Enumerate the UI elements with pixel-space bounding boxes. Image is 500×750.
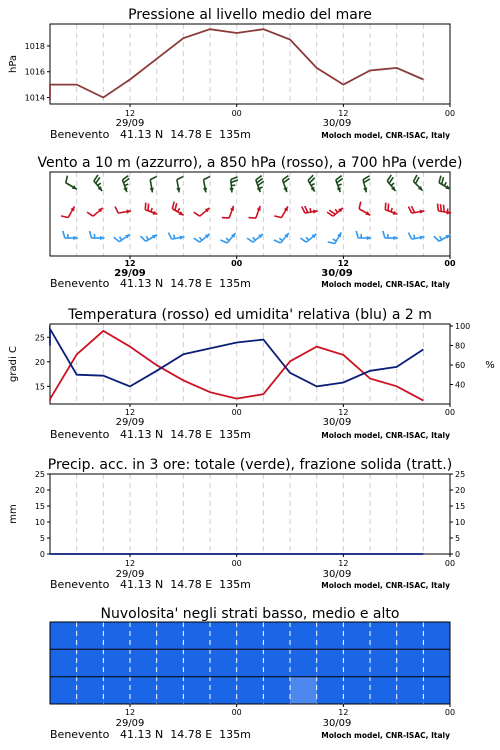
wind-barb — [408, 206, 424, 214]
cloud-cell — [50, 677, 77, 704]
wind-barb — [176, 176, 183, 192]
y-tick-label: 1014 — [24, 93, 45, 103]
wind-barb-full — [61, 216, 68, 218]
precip-title: Precip. acc. in 3 ore: totale (verde), frazione solida (tratt.) — [47, 457, 453, 473]
wind-barb-full — [305, 206, 308, 213]
precip-panel — [8, 457, 465, 591]
precip-ylabel: mm — [8, 504, 19, 524]
pressure-xticks — [125, 104, 455, 118]
x-tick-label: 00 — [444, 259, 456, 268]
wind-barb — [114, 234, 130, 241]
wind-barb-full — [63, 231, 65, 238]
wind-barb-full — [441, 204, 442, 211]
wind-barb-half — [151, 208, 152, 212]
cloud-cell — [370, 622, 397, 649]
temperature-coords: 41.13 N 14.78 E 135m — [120, 428, 251, 441]
cloud-cell — [130, 649, 157, 676]
x-tick-label: 12 — [124, 708, 136, 717]
temperature-panel — [8, 307, 495, 441]
cloud-cell — [263, 677, 290, 704]
wind-barb — [122, 176, 129, 192]
wind-date-2: 30/09 — [321, 268, 353, 279]
x-tick-label: 12 — [338, 109, 349, 118]
cloud-cell — [210, 649, 237, 676]
y-tick-label: 20 — [34, 357, 45, 367]
wind-barb — [168, 233, 184, 240]
wind-barb-half — [226, 238, 229, 241]
y-tick-label: 40 — [455, 380, 466, 390]
pressure-date-2: 30/09 — [322, 118, 352, 129]
wind-coords: 41.13 N 14.78 E 135m — [120, 277, 251, 290]
cloud-xticks — [125, 704, 455, 717]
cloud-cell — [183, 622, 210, 649]
pressure-credit: Moloch model, CNR-ISAC, Italy — [321, 131, 450, 140]
y-tick-label: 1018 — [24, 41, 45, 51]
wind-barb-half — [125, 184, 129, 185]
cloud-cell — [77, 677, 104, 704]
cloud-cell — [343, 622, 370, 649]
precip-frame — [50, 474, 450, 554]
pressure-yticks — [25, 42, 50, 103]
wind-barb-full — [328, 242, 335, 244]
wind-barb-full — [175, 203, 177, 210]
precip-location: Benevento — [50, 578, 110, 591]
precip-yticks — [35, 470, 50, 559]
wind-barb — [222, 206, 234, 218]
pressure-coords: 41.13 N 14.78 E 135m — [120, 128, 251, 141]
wind-barb — [328, 232, 342, 243]
wind-barb-half — [120, 237, 122, 240]
cloud-cell — [130, 622, 157, 649]
wind-barb — [150, 176, 157, 192]
cloud-coords: 41.13 N 14.78 E 135m — [120, 728, 251, 741]
wind-barb — [274, 233, 289, 243]
pressure-ylabel: hPa — [8, 54, 19, 74]
cloud-cell — [423, 622, 450, 649]
x-tick-label: 00 — [231, 109, 242, 118]
y-tick-label: 5 — [455, 534, 461, 543]
wind-barb — [327, 208, 343, 216]
wind-barb-full — [302, 207, 305, 214]
precip-gridlines — [77, 474, 424, 554]
x-tick-label: 12 — [124, 559, 136, 568]
wind-barb-full — [177, 176, 184, 179]
y-tick-label: 25 — [34, 333, 45, 343]
y-tick-label: 15 — [34, 382, 45, 392]
temperature-frame — [50, 324, 450, 404]
wind-location: Benevento — [50, 277, 110, 290]
wind-barb-half — [279, 238, 282, 241]
wind-barb — [308, 175, 315, 191]
wind-barb — [363, 176, 370, 192]
wind-barb-full — [150, 176, 157, 179]
wind-barb-full — [221, 240, 228, 243]
wind-barb-full — [388, 204, 389, 211]
y-tick-label: 0 — [455, 550, 461, 559]
wind-barb-half — [259, 187, 263, 188]
x-tick-label: 00 — [231, 259, 243, 268]
wind-barb — [145, 203, 157, 215]
wind-barb-full — [411, 206, 414, 213]
cloud-cell — [237, 622, 264, 649]
y-tick-label: 100 — [455, 321, 471, 331]
cloud-cell — [290, 649, 317, 676]
wind-barb-full — [434, 236, 439, 241]
y-tick-label: 25 — [34, 470, 45, 479]
cloud-cell — [210, 622, 237, 649]
wind-barb-full — [194, 238, 200, 242]
cloud-panel — [50, 606, 455, 741]
x-tick-label: 12 — [124, 259, 136, 268]
wind-barb — [439, 176, 450, 190]
wind-barb — [359, 202, 370, 216]
cloud-cell — [423, 649, 450, 676]
x-tick-label: 00 — [444, 559, 456, 568]
wind-barb-half — [414, 235, 415, 239]
wind-barb-half — [391, 208, 392, 212]
y-tick-label: 80 — [455, 341, 466, 351]
wind-barb — [249, 206, 261, 218]
wind-barb-full — [359, 202, 361, 209]
wind-barb — [438, 204, 452, 215]
wind-barb-full — [274, 240, 281, 243]
cloud-cell — [423, 677, 450, 704]
wind-gridlines — [77, 172, 424, 256]
wind-barb — [221, 233, 236, 243]
wind-barb — [282, 176, 289, 192]
x-tick-label: 00 — [444, 708, 456, 717]
cloud-cell — [317, 622, 344, 649]
wind-barb-full — [442, 177, 444, 184]
x-tick-label: 00 — [444, 109, 456, 118]
wind-barb-full — [443, 205, 444, 212]
wind-barb-half — [199, 237, 202, 240]
y-tick-label: 15 — [34, 502, 45, 511]
wind-head — [229, 188, 233, 193]
wind-head — [337, 187, 341, 192]
x-tick-label: 00 — [231, 708, 242, 717]
wind-barb-full — [115, 207, 118, 214]
cloud-cell — [290, 677, 317, 704]
cloud-cell — [370, 649, 397, 676]
wind-xticks — [124, 256, 456, 268]
pressure-title: Pressione al livello medio del mare — [128, 7, 372, 23]
wind-barb-half — [306, 237, 309, 240]
wind-barb — [356, 231, 371, 240]
wind-barb-full — [356, 231, 358, 238]
wind-barb-full — [145, 203, 146, 210]
wind-barb — [434, 235, 450, 242]
wind-barb — [247, 234, 263, 242]
cloud-credit: Moloch model, CNR-ISAC, Italy — [321, 731, 450, 740]
wind-barb-full — [204, 176, 211, 179]
wind-barb-full — [383, 231, 385, 238]
y-tick-label: 25 — [455, 470, 466, 479]
wind-barb-full — [194, 212, 200, 216]
cloud-cell — [103, 622, 130, 649]
cloud-cell — [50, 649, 77, 676]
cloud-cell — [157, 677, 184, 704]
cloud-cell — [183, 677, 210, 704]
pressure-panel — [8, 7, 455, 141]
wind-barb-half — [440, 236, 442, 239]
y-tick-label: 60 — [455, 360, 466, 370]
wind-barb-full — [439, 176, 441, 183]
x-tick-label: 00 — [444, 408, 456, 417]
cloud-cell — [397, 649, 424, 676]
wind-barb — [172, 202, 183, 216]
wind-barb — [336, 176, 343, 192]
wind-barb-half — [178, 208, 180, 211]
y-tick-label: 5 — [39, 534, 45, 543]
temperature-title: Temperatura (rosso) ed umidita' relativa (blu) a 2 m — [68, 307, 432, 323]
cloud-cell — [103, 677, 130, 704]
wind-barb-full — [172, 202, 174, 209]
wind-barb — [66, 176, 77, 190]
wind-barb — [194, 208, 210, 216]
cloud-cell — [157, 622, 184, 649]
cloud-cell — [343, 677, 370, 704]
cloud-cell — [343, 649, 370, 676]
x-tick-label: 12 — [338, 559, 349, 568]
precip-credit: Moloch model, CNR-ISAC, Italy — [321, 581, 450, 590]
precip-date-1: 29/09 — [115, 569, 145, 580]
wind-barb — [387, 175, 395, 191]
cloud-cell — [157, 649, 184, 676]
wind-barb-full — [438, 204, 439, 211]
wind-title: Vento a 10 m (azzurro), a 850 hPa (rosso), a 700 hPa (verde) — [37, 155, 463, 171]
x-tick-label: 12 — [124, 408, 136, 417]
cloud-cell — [317, 677, 344, 704]
cloud-date-2: 30/09 — [322, 718, 352, 729]
temperature-yticks — [35, 333, 50, 391]
cloud-cell — [210, 677, 237, 704]
humidity-ylabel: % — [485, 360, 495, 371]
y-tick-label: 10 — [455, 518, 466, 527]
x-tick-label: 00 — [231, 408, 242, 417]
cloud-cell — [237, 649, 264, 676]
cloud-title: Nuvolosita' negli strati basso, medio e alto — [100, 606, 400, 622]
cloud-cell — [397, 622, 424, 649]
x-tick-label: 12 — [337, 259, 349, 268]
temperature-gridlines — [77, 324, 424, 404]
y-tick-label: 20 — [455, 486, 466, 495]
cloud-cell — [50, 622, 77, 649]
cloud-location: Benevento — [50, 728, 110, 741]
wind-barb-full — [408, 207, 411, 214]
wind-barb-half — [338, 184, 342, 185]
x-tick-label: 12 — [338, 708, 349, 717]
wind-barb — [300, 234, 316, 242]
cloud-date-1: 29/09 — [115, 718, 145, 729]
wind-barb-half — [335, 209, 338, 212]
wind-head — [230, 206, 234, 211]
wind-panel — [37, 155, 462, 290]
cloud-cell — [237, 677, 264, 704]
wind-barb-half — [98, 183, 101, 186]
wind-barb — [413, 175, 422, 191]
y-tick-label: 20 — [34, 486, 45, 495]
cloud-cell — [263, 649, 290, 676]
cloud-cells — [50, 622, 450, 704]
wind-barb — [115, 207, 131, 214]
humidity-yticks — [450, 322, 470, 390]
wind-barb-full — [408, 233, 411, 240]
wind-barb — [87, 208, 103, 216]
cloud-cell — [130, 677, 157, 704]
wind-barb-full — [231, 177, 238, 180]
cloud-cell — [370, 677, 397, 704]
wind-barb-half — [174, 235, 175, 239]
pressure-location: Benevento — [50, 128, 110, 141]
wind-barb-half — [391, 183, 394, 186]
precip-xticks — [125, 554, 455, 568]
wind-head — [257, 206, 261, 211]
pressure-gridlines — [77, 24, 424, 104]
wind-barb-full — [168, 233, 171, 240]
temperature-credit: Moloch model, CNR-ISAC, Italy — [321, 431, 450, 440]
cloud-cell — [103, 649, 130, 676]
wind-barb — [90, 231, 105, 240]
wind-barb-full — [90, 231, 92, 238]
wind-barb — [140, 235, 156, 242]
wind-barb-half — [146, 236, 148, 239]
wind-barb — [63, 231, 78, 240]
cloud-cell — [317, 649, 344, 676]
wind-barb-half — [310, 208, 311, 212]
wind-barb-half — [447, 208, 448, 212]
y-tick-label: 15 — [455, 502, 466, 511]
cloud-cell — [183, 649, 210, 676]
y-tick-label: 1016 — [24, 67, 45, 77]
cloud-cell — [77, 622, 104, 649]
wind-date-1: 29/09 — [114, 268, 146, 279]
wind-barb-full — [140, 236, 145, 241]
wind-barb — [61, 206, 75, 217]
wind-barb-full — [114, 237, 120, 242]
wind-barb-full — [274, 216, 281, 218]
wind-barb — [203, 176, 210, 192]
precip-yticks-right — [450, 470, 465, 559]
cloud-cell — [77, 649, 104, 676]
cloud-cell — [290, 622, 317, 649]
wind-barb — [194, 234, 210, 242]
wind-barb-half — [333, 239, 336, 241]
wind-barb — [383, 231, 398, 240]
wind-barb-half — [444, 182, 446, 185]
temperature-xticks — [125, 404, 455, 417]
wind-head — [123, 187, 127, 192]
pressure-date-1: 29/09 — [115, 118, 145, 129]
temperature-ylabel: gradi C — [8, 346, 19, 382]
wind-barb-full — [247, 238, 253, 242]
x-tick-label: 00 — [231, 559, 242, 568]
precip-date-2: 30/09 — [322, 569, 352, 580]
precip-coords: 41.13 N 14.78 E 135m — [120, 578, 251, 591]
wind-barbs — [61, 175, 451, 244]
x-tick-label: 12 — [338, 408, 349, 417]
wind-head — [283, 187, 287, 192]
wind-barb — [256, 176, 264, 192]
wind-credit: Moloch model, CNR-ISAC, Italy — [321, 280, 450, 289]
wind-barb-full — [249, 218, 256, 219]
wind-barb — [408, 233, 424, 240]
wind-barb-full — [66, 176, 68, 183]
temperature-location: Benevento — [50, 428, 110, 441]
y-tick-label: 10 — [34, 518, 45, 527]
wind-barb-half — [253, 237, 256, 240]
x-tick-label: 12 — [124, 109, 136, 118]
wind-barb-full — [300, 238, 306, 242]
wind-barb — [302, 206, 318, 214]
y-tick-label: 0 — [39, 550, 45, 559]
wind-barb-full — [87, 212, 93, 216]
wind-barb-half — [311, 184, 314, 186]
temperature-date-2: 30/09 — [322, 417, 352, 428]
wind-barb — [385, 203, 397, 215]
temperature-date-1: 29/09 — [115, 417, 145, 428]
cloud-cell — [397, 677, 424, 704]
wind-barb-full — [385, 203, 386, 210]
wind-barb — [274, 206, 288, 217]
wind-barb-full — [148, 204, 149, 211]
cloud-cell — [263, 622, 290, 649]
wind-barb — [94, 175, 102, 191]
wind-barb-full — [222, 218, 229, 219]
